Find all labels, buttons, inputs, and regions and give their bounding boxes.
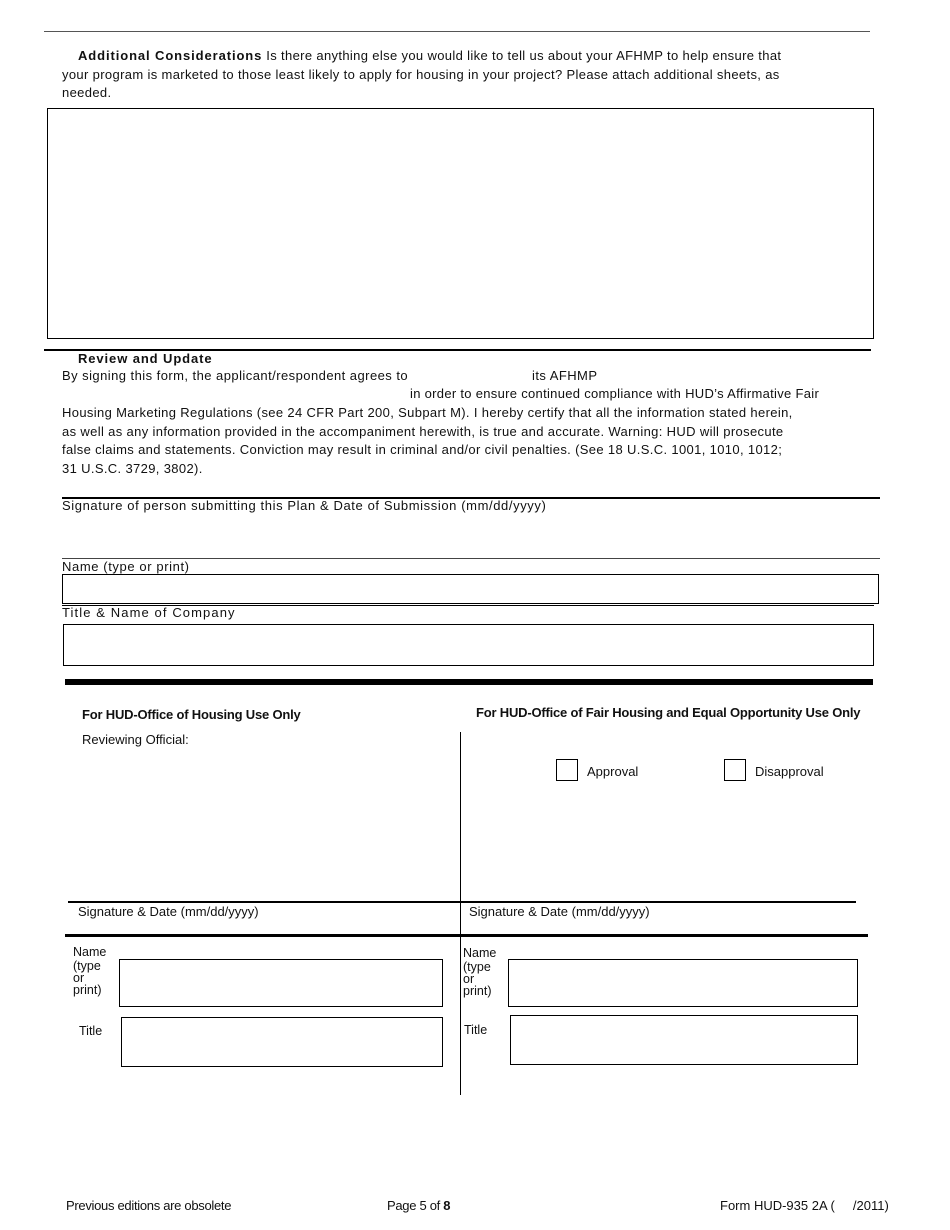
review-line-2: in order to ensure continued compliance with HUD’s Affirmative Fair xyxy=(410,386,820,401)
review-body xyxy=(62,404,793,478)
footer-form-id: Form HUD-935 2A ( /2011) xyxy=(720,1198,889,1213)
footer-page-number: Page 5 of 8 xyxy=(387,1198,451,1213)
additional-line-2: your program is marketed to those least likely to apply for housing in your project? Please attach additional sheets, as xyxy=(62,66,780,82)
disapproval-checkbox[interactable] xyxy=(724,759,746,781)
hud-fheo-title-input[interactable] xyxy=(510,1015,858,1065)
hud-housing-name-label: Name (type or print) xyxy=(73,945,107,997)
hud-housing-name-input[interactable] xyxy=(119,959,443,1007)
hud-housing-title-label: Title xyxy=(79,1024,103,1038)
hud-fheo-heading: For HUD-Office of Fair Housing and Equal Opportunity Use Only xyxy=(476,705,861,720)
hud-fheo-signature-line[interactable] xyxy=(461,901,856,903)
disapproval-label: Disapproval xyxy=(755,764,824,779)
footer-obsolete-note: Previous editions are obsolete xyxy=(66,1198,232,1213)
hud-housing-heading: For HUD-Office of Housing Use Only xyxy=(82,707,301,722)
submitter-signature-label: Signature of person submitting this Plan & Date of Submission (mm/dd/yyyy) xyxy=(62,498,547,513)
submitter-name-input[interactable] xyxy=(62,574,879,604)
additional-considerations-text xyxy=(62,47,781,103)
review-line-4: as well as any information provided in the accompaniment herewith, is true and accurate. Warning: HUD will prosecute xyxy=(62,423,784,439)
review-line-5: false claims and statements. Conviction may result in criminal and/or civil penalties. (See 18 U.S.C. 1001, 1010, 1012; xyxy=(62,442,783,457)
approval-checkbox[interactable] xyxy=(556,759,578,781)
hud-fheo-title-label: Title xyxy=(464,1023,488,1037)
review-line-6: 31 U.S.C. 3729, 3802). xyxy=(62,460,203,476)
additional-line-1: Is there anything else you would like to tell us about your AFHMP to help ensure that xyxy=(266,48,782,63)
hud-housing-signature-line[interactable] xyxy=(68,901,460,903)
additional-considerations-heading: Additional Considerations xyxy=(78,48,263,63)
hud-signature-bottom-rule xyxy=(65,934,868,937)
submitter-title-label: Title & Name of Company xyxy=(62,605,236,620)
hud-housing-title-input[interactable] xyxy=(121,1017,443,1067)
submitter-title-input[interactable] xyxy=(63,624,874,666)
review-line-1b: its AFHMP xyxy=(532,368,598,383)
additional-line-3: needed. xyxy=(62,85,112,100)
hud-fheo-name-input[interactable] xyxy=(508,959,858,1007)
hud-housing-signature-label: Signature & Date (mm/dd/yyyy) xyxy=(78,904,259,919)
hud-fheo-signature-label: Signature & Date (mm/dd/yyyy) xyxy=(469,904,650,919)
hud-fheo-name-label: Name (type or print) xyxy=(463,946,497,998)
review-line-3: Housing Marketing Regulations (see 24 CFR Part 200, Subpart M). I hereby certify that all the information stated herein, xyxy=(62,405,793,420)
additional-considerations-textarea[interactable] xyxy=(47,108,874,339)
approval-label: Approval xyxy=(587,764,639,779)
submitter-name-label: Name (type or print) xyxy=(62,559,190,574)
hud-column-divider xyxy=(460,732,461,1095)
hud-section-divider xyxy=(65,679,873,685)
reviewing-official-label: Reviewing Official: xyxy=(82,732,189,747)
top-rule xyxy=(44,31,870,32)
review-update-heading: Review and Update xyxy=(78,351,213,366)
review-line-1a: By signing this form, the applicant/respondent agrees to xyxy=(62,368,409,383)
